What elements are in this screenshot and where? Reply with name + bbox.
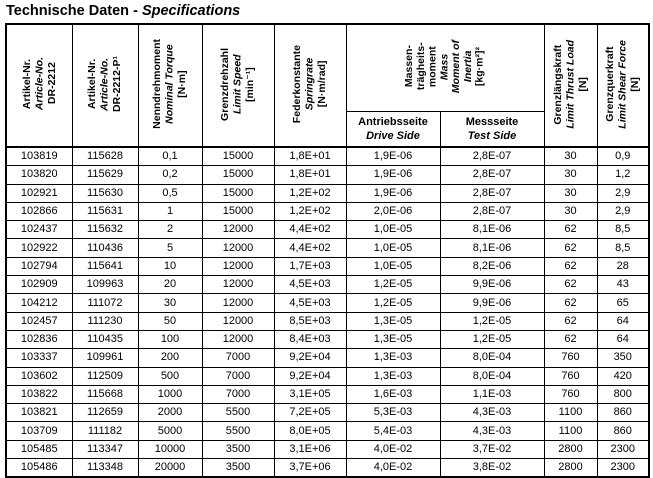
cell-limit-shear-force: 64 bbox=[597, 312, 649, 330]
cell-nominal-torque: 10000 bbox=[138, 440, 202, 458]
header-line: Test Side bbox=[467, 130, 517, 142]
cell-springrate: 4,5E+03 bbox=[274, 276, 346, 294]
cell-limit-speed: 7000 bbox=[202, 349, 274, 367]
cell-springrate: 3,1E+05 bbox=[274, 385, 346, 403]
header-line: [N] bbox=[576, 76, 589, 92]
cell-inertia-drive-side: 1,9E-06 bbox=[346, 166, 440, 184]
cell-limit-speed: 3500 bbox=[202, 459, 274, 478]
header-line: Messseite bbox=[465, 115, 519, 128]
cell-inertia-test-side: 9,9E-06 bbox=[440, 276, 544, 294]
header-line: moment bbox=[426, 46, 439, 87]
specs-table-body bbox=[6, 147, 649, 477]
cell-inertia-test-side: 3,7E-02 bbox=[440, 440, 544, 458]
cell-nominal-torque: 1000 bbox=[138, 385, 202, 403]
header-line: Artikel-Nr. bbox=[20, 58, 33, 110]
cell-article-no-dr2212-p: 115641 bbox=[72, 257, 138, 275]
cell-article-no-dr2212: 103602 bbox=[6, 367, 72, 385]
cell-nominal-torque: 5000 bbox=[138, 422, 202, 440]
col-header-limit-speed bbox=[202, 24, 274, 147]
cell-article-no-dr2212: 103709 bbox=[6, 422, 72, 440]
cell-article-no-dr2212: 102457 bbox=[6, 312, 72, 330]
cell-springrate: 4,4E+02 bbox=[274, 239, 346, 257]
cell-inertia-test-side: 4,3E-03 bbox=[440, 422, 544, 440]
table-row bbox=[6, 147, 649, 166]
header-line: Limit Speed bbox=[231, 54, 244, 114]
cell-article-no-dr2212: 104212 bbox=[6, 294, 72, 312]
cell-limit-speed: 5500 bbox=[202, 404, 274, 422]
cell-article-no-dr2212: 105486 bbox=[6, 459, 72, 478]
header-line: Grenzquerkraft bbox=[604, 46, 617, 122]
cell-springrate: 3,1E+06 bbox=[274, 440, 346, 458]
page-title bbox=[6, 3, 648, 19]
cell-limit-speed: 12000 bbox=[202, 276, 274, 294]
header-line: Limit Thrust Load bbox=[564, 39, 577, 129]
cell-article-no-dr2212: 102921 bbox=[6, 184, 72, 202]
cell-inertia-drive-side: 1,3E-05 bbox=[346, 330, 440, 348]
cell-inertia-test-side: 8,1E-06 bbox=[440, 221, 544, 239]
cell-limit-thrust-load: 760 bbox=[544, 367, 597, 385]
cell-limit-thrust-load: 30 bbox=[544, 202, 597, 220]
table-row bbox=[6, 440, 649, 458]
header-line: [N] bbox=[628, 76, 641, 92]
cell-springrate: 8,4E+03 bbox=[274, 330, 346, 348]
cell-springrate: 1,8E+01 bbox=[274, 166, 346, 184]
header-line: Article-No. bbox=[98, 57, 111, 111]
cell-article-no-dr2212: 102437 bbox=[6, 221, 72, 239]
cell-article-no-dr2212: 103822 bbox=[6, 385, 72, 403]
col-header-limit-shear-force bbox=[597, 24, 649, 147]
rotated-header-text bbox=[404, 40, 486, 93]
cell-limit-speed: 12000 bbox=[202, 221, 274, 239]
header-line: Article-No. bbox=[33, 57, 46, 111]
cell-limit-thrust-load: 62 bbox=[544, 330, 597, 348]
table-row bbox=[6, 404, 649, 422]
cell-springrate: 8,0E+05 bbox=[274, 422, 346, 440]
title-german: Technische Daten bbox=[6, 3, 130, 19]
cell-inertia-drive-side: 1,9E-06 bbox=[346, 147, 440, 166]
cell-nominal-torque: 500 bbox=[138, 367, 202, 385]
header-line: Nominal Torque bbox=[163, 44, 176, 124]
cell-springrate: 1,2E+02 bbox=[274, 202, 346, 220]
cell-springrate: 1,8E+01 bbox=[274, 147, 346, 166]
cell-limit-shear-force: 8,5 bbox=[597, 239, 649, 257]
cell-inertia-test-side: 1,2E-05 bbox=[440, 312, 544, 330]
title-separator: - bbox=[133, 3, 138, 19]
header-line: [N·m] bbox=[176, 70, 189, 98]
header-line: [min⁻¹] bbox=[244, 66, 257, 102]
cell-nominal-torque: 0,1 bbox=[138, 147, 202, 166]
col-header-springrate bbox=[274, 24, 346, 147]
cell-inertia-drive-side: 1,2E-05 bbox=[346, 294, 440, 312]
header-line: Antriebsseite bbox=[358, 115, 428, 128]
cell-article-no-dr2212-p: 110435 bbox=[72, 330, 138, 348]
cell-springrate: 9,2E+04 bbox=[274, 349, 346, 367]
table-row bbox=[6, 312, 649, 330]
cell-limit-shear-force: 2,9 bbox=[597, 184, 649, 202]
table-row bbox=[6, 459, 649, 478]
header-line: [N·m/rad] bbox=[316, 60, 329, 108]
table-row bbox=[6, 276, 649, 294]
cell-limit-speed: 12000 bbox=[202, 239, 274, 257]
cell-inertia-test-side: 2,8E-07 bbox=[440, 147, 544, 166]
cell-inertia-test-side: 1,1E-03 bbox=[440, 385, 544, 403]
cell-inertia-drive-side: 4,0E-02 bbox=[346, 440, 440, 458]
cell-limit-speed: 15000 bbox=[202, 202, 274, 220]
cell-article-no-dr2212-p: 115628 bbox=[72, 147, 138, 166]
cell-limit-thrust-load: 62 bbox=[544, 257, 597, 275]
rotated-header-text bbox=[604, 40, 641, 129]
cell-inertia-drive-side: 5,3E-03 bbox=[346, 404, 440, 422]
cell-inertia-test-side: 8,0E-04 bbox=[440, 367, 544, 385]
cell-springrate: 9,2E+04 bbox=[274, 367, 346, 385]
header-line: DR-2212-P¹ bbox=[111, 55, 124, 113]
table-row bbox=[6, 294, 649, 312]
cell-limit-thrust-load: 1100 bbox=[544, 422, 597, 440]
cell-article-no-dr2212-p: 115630 bbox=[72, 184, 138, 202]
table-row bbox=[6, 239, 649, 257]
cell-springrate: 1,2E+02 bbox=[274, 184, 346, 202]
cell-limit-thrust-load: 62 bbox=[544, 294, 597, 312]
cell-nominal-torque: 50 bbox=[138, 312, 202, 330]
cell-springrate: 7,2E+05 bbox=[274, 404, 346, 422]
table-row bbox=[6, 221, 649, 239]
cell-limit-thrust-load: 1100 bbox=[544, 404, 597, 422]
title-english: Specifications bbox=[141, 3, 241, 19]
header-line: Nenndrehmoment bbox=[151, 39, 164, 129]
cell-article-no-dr2212: 103819 bbox=[6, 147, 72, 166]
cell-inertia-test-side: 9,9E-06 bbox=[440, 294, 544, 312]
cell-limit-shear-force: 2300 bbox=[597, 440, 649, 458]
cell-article-no-dr2212: 102909 bbox=[6, 276, 72, 294]
header-line: Grenzdrehzahl bbox=[219, 47, 232, 121]
header-line: Springrate bbox=[303, 57, 316, 111]
cell-limit-thrust-load: 30 bbox=[544, 184, 597, 202]
cell-inertia-drive-side: 1,9E-06 bbox=[346, 184, 440, 202]
header-line: Federkonstante bbox=[291, 44, 304, 124]
header-line: [kg·m²]² bbox=[473, 46, 486, 87]
cell-limit-shear-force: 350 bbox=[597, 349, 649, 367]
specs-table-head bbox=[6, 24, 649, 147]
cell-nominal-torque: 20000 bbox=[138, 459, 202, 478]
subheader-text bbox=[441, 115, 544, 144]
cell-limit-speed: 12000 bbox=[202, 257, 274, 275]
header-line: Mass bbox=[438, 53, 451, 80]
cell-inertia-test-side: 8,0E-04 bbox=[440, 349, 544, 367]
subcol-header-drive-side bbox=[346, 112, 440, 148]
cell-inertia-drive-side: 4,0E-02 bbox=[346, 459, 440, 478]
cell-nominal-torque: 2 bbox=[138, 221, 202, 239]
cell-nominal-torque: 1 bbox=[138, 202, 202, 220]
cell-nominal-torque: 200 bbox=[138, 349, 202, 367]
cell-springrate: 8,5E+03 bbox=[274, 312, 346, 330]
cell-limit-shear-force: 64 bbox=[597, 330, 649, 348]
rotated-header-text bbox=[86, 56, 123, 112]
cell-article-no-dr2212-p: 113348 bbox=[72, 459, 138, 478]
cell-limit-speed: 7000 bbox=[202, 385, 274, 403]
cell-inertia-drive-side: 1,0E-05 bbox=[346, 239, 440, 257]
col-header-article-no-dr2212 bbox=[6, 24, 72, 147]
header-line: Inertia bbox=[461, 50, 474, 83]
cell-limit-shear-force: 65 bbox=[597, 294, 649, 312]
col-header-inertia-group bbox=[346, 24, 544, 112]
cell-limit-thrust-load: 30 bbox=[544, 166, 597, 184]
cell-article-no-dr2212-p: 115632 bbox=[72, 221, 138, 239]
cell-article-no-dr2212: 103820 bbox=[6, 166, 72, 184]
rotated-header-text bbox=[219, 48, 256, 121]
cell-limit-speed: 12000 bbox=[202, 330, 274, 348]
cell-inertia-drive-side: 5,4E-03 bbox=[346, 422, 440, 440]
cell-limit-shear-force: 860 bbox=[597, 404, 649, 422]
cell-inertia-drive-side: 1,3E-03 bbox=[346, 349, 440, 367]
cell-limit-shear-force: 420 bbox=[597, 367, 649, 385]
cell-article-no-dr2212: 102866 bbox=[6, 202, 72, 220]
cell-limit-speed: 12000 bbox=[202, 312, 274, 330]
cell-article-no-dr2212-p: 113347 bbox=[72, 440, 138, 458]
cell-limit-speed: 12000 bbox=[202, 294, 274, 312]
cell-article-no-dr2212-p: 109961 bbox=[72, 349, 138, 367]
header-line: Drive Side bbox=[366, 130, 420, 142]
cell-springrate: 4,4E+02 bbox=[274, 221, 346, 239]
cell-limit-shear-force: 43 bbox=[597, 276, 649, 294]
header-line: Massen- bbox=[402, 45, 415, 88]
cell-article-no-dr2212-p: 110436 bbox=[72, 239, 138, 257]
header-line: Limit Shear Force bbox=[616, 39, 629, 129]
cell-limit-thrust-load: 760 bbox=[544, 349, 597, 367]
header-line: Moment of bbox=[449, 39, 462, 94]
cell-nominal-torque: 20 bbox=[138, 276, 202, 294]
cell-inertia-drive-side: 2,0E-06 bbox=[346, 202, 440, 220]
cell-nominal-torque: 10 bbox=[138, 257, 202, 275]
cell-inertia-test-side: 1,2E-05 bbox=[440, 330, 544, 348]
cell-nominal-torque: 0,2 bbox=[138, 166, 202, 184]
cell-nominal-torque: 0,5 bbox=[138, 184, 202, 202]
cell-inertia-drive-side: 1,3E-03 bbox=[346, 367, 440, 385]
table-row bbox=[6, 422, 649, 440]
cell-limit-thrust-load: 30 bbox=[544, 147, 597, 166]
cell-limit-speed: 15000 bbox=[202, 184, 274, 202]
cell-limit-shear-force: 860 bbox=[597, 422, 649, 440]
cell-article-no-dr2212-p: 111072 bbox=[72, 294, 138, 312]
cell-nominal-torque: 100 bbox=[138, 330, 202, 348]
cell-limit-thrust-load: 2800 bbox=[544, 459, 597, 478]
cell-article-no-dr2212-p: 112509 bbox=[72, 367, 138, 385]
cell-article-no-dr2212: 105485 bbox=[6, 440, 72, 458]
table-row bbox=[6, 349, 649, 367]
header-line: Artikel-Nr. bbox=[86, 58, 99, 110]
table-row bbox=[6, 184, 649, 202]
cell-inertia-test-side: 4,3E-03 bbox=[440, 404, 544, 422]
header-line: Grenzlängskraft bbox=[551, 44, 564, 124]
cell-limit-thrust-load: 62 bbox=[544, 312, 597, 330]
rotated-header-text bbox=[552, 40, 589, 129]
cell-springrate: 1,7E+03 bbox=[274, 257, 346, 275]
cell-limit-speed: 15000 bbox=[202, 147, 274, 166]
col-header-article-no-dr2212-p bbox=[72, 24, 138, 147]
header-line: DR-2212 bbox=[45, 62, 58, 106]
cell-inertia-drive-side: 1,2E-05 bbox=[346, 276, 440, 294]
cell-nominal-torque: 2000 bbox=[138, 404, 202, 422]
cell-springrate: 3,7E+06 bbox=[274, 459, 346, 478]
subcol-header-test-side bbox=[440, 112, 544, 148]
cell-article-no-dr2212: 102836 bbox=[6, 330, 72, 348]
cell-inertia-test-side: 2,8E-07 bbox=[440, 166, 544, 184]
table-row bbox=[6, 166, 649, 184]
rotated-header-text bbox=[21, 57, 58, 110]
cell-nominal-torque: 30 bbox=[138, 294, 202, 312]
cell-limit-shear-force: 800 bbox=[597, 385, 649, 403]
cell-limit-thrust-load: 760 bbox=[544, 385, 597, 403]
cell-inertia-test-side: 3,8E-02 bbox=[440, 459, 544, 478]
cell-inertia-test-side: 2,8E-07 bbox=[440, 202, 544, 220]
cell-inertia-drive-side: 1,3E-05 bbox=[346, 312, 440, 330]
col-header-limit-thrust-load bbox=[544, 24, 597, 147]
cell-limit-speed: 15000 bbox=[202, 166, 274, 184]
table-row bbox=[6, 385, 649, 403]
cell-inertia-test-side: 8,2E-06 bbox=[440, 257, 544, 275]
cell-limit-shear-force: 0,9 bbox=[597, 147, 649, 166]
subheader-text bbox=[347, 115, 440, 144]
cell-limit-thrust-load: 62 bbox=[544, 239, 597, 257]
header-row-main bbox=[6, 24, 649, 112]
cell-article-no-dr2212-p: 111182 bbox=[72, 422, 138, 440]
cell-article-no-dr2212-p: 115668 bbox=[72, 385, 138, 403]
table-row bbox=[6, 202, 649, 220]
cell-limit-thrust-load: 62 bbox=[544, 221, 597, 239]
cell-nominal-torque: 5 bbox=[138, 239, 202, 257]
cell-limit-thrust-load: 2800 bbox=[544, 440, 597, 458]
rotated-header-text bbox=[151, 39, 188, 129]
cell-article-no-dr2212: 102922 bbox=[6, 239, 72, 257]
cell-limit-speed: 3500 bbox=[202, 440, 274, 458]
cell-article-no-dr2212-p: 115629 bbox=[72, 166, 138, 184]
table-row bbox=[6, 367, 649, 385]
cell-article-no-dr2212-p: 111230 bbox=[72, 312, 138, 330]
cell-inertia-test-side: 8,1E-06 bbox=[440, 239, 544, 257]
cell-springrate: 4,5E+03 bbox=[274, 294, 346, 312]
table-row bbox=[6, 257, 649, 275]
cell-limit-shear-force: 2,9 bbox=[597, 202, 649, 220]
col-header-nominal-torque bbox=[138, 24, 202, 147]
header-line: trägheits- bbox=[414, 42, 427, 91]
cell-limit-shear-force: 2300 bbox=[597, 459, 649, 478]
cell-article-no-dr2212-p: 112659 bbox=[72, 404, 138, 422]
cell-inertia-test-side: 2,8E-07 bbox=[440, 184, 544, 202]
cell-inertia-drive-side: 1,6E-03 bbox=[346, 385, 440, 403]
cell-inertia-drive-side: 1,0E-05 bbox=[346, 221, 440, 239]
cell-article-no-dr2212-p: 115631 bbox=[72, 202, 138, 220]
cell-limit-shear-force: 28 bbox=[597, 257, 649, 275]
rotated-header-text bbox=[291, 45, 328, 123]
cell-article-no-dr2212-p: 109963 bbox=[72, 276, 138, 294]
cell-limit-thrust-load: 62 bbox=[544, 276, 597, 294]
cell-limit-speed: 7000 bbox=[202, 367, 274, 385]
specs-table bbox=[5, 23, 650, 478]
cell-article-no-dr2212: 103821 bbox=[6, 404, 72, 422]
cell-article-no-dr2212: 102794 bbox=[6, 257, 72, 275]
cell-limit-speed: 5500 bbox=[202, 422, 274, 440]
cell-article-no-dr2212: 103337 bbox=[6, 349, 72, 367]
cell-inertia-drive-side: 1,0E-05 bbox=[346, 257, 440, 275]
cell-limit-shear-force: 1,2 bbox=[597, 166, 649, 184]
cell-limit-shear-force: 8,5 bbox=[597, 221, 649, 239]
table-row bbox=[6, 330, 649, 348]
